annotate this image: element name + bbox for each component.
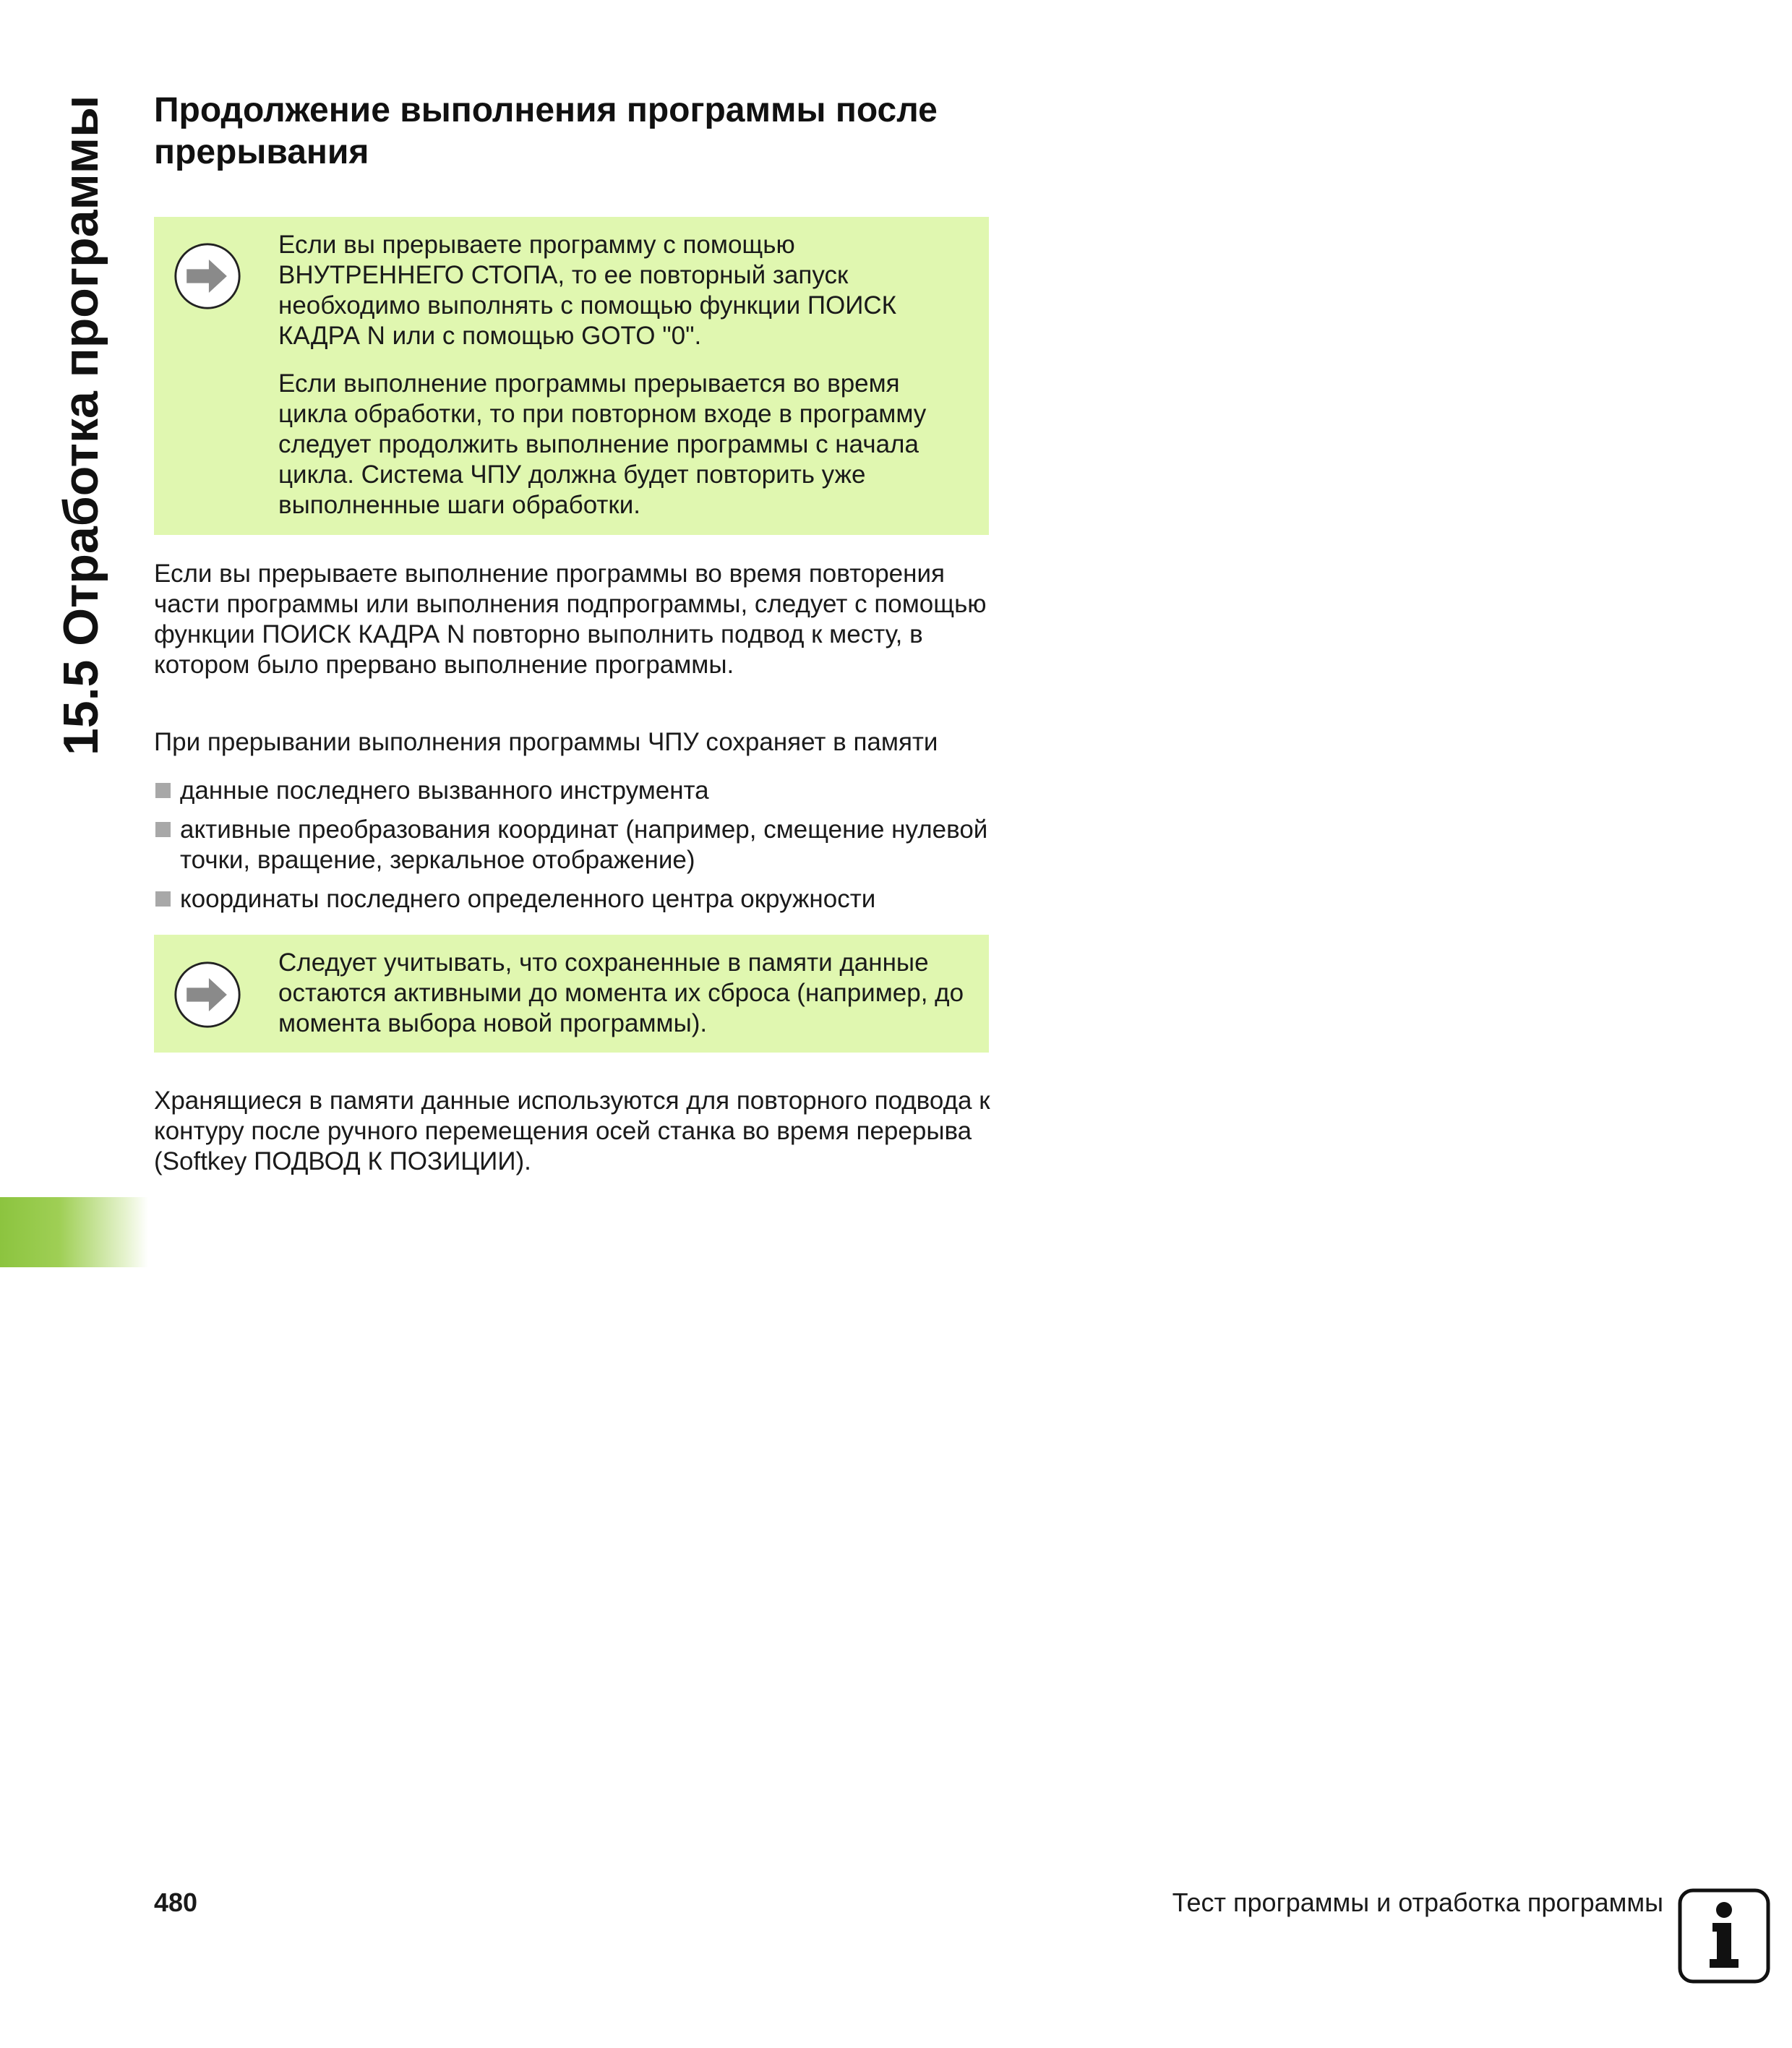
note-text — [278, 230, 973, 520]
body-paragraph — [154, 1086, 993, 1177]
note-paragraph: Если выполнение программы прерывается во время цикла обработки, то при повторном входе в программу следует продолжить выполнение программы с начала цикла. Система ЧПУ должна будет повторить уже выполненные шаги обработки. — [278, 369, 927, 519]
paragraph-text: Хранящиеся в памяти данные используются для повторного подвода к контуру после ручного перемещения осей станка во время перерыва (Softkey ПОДВОД К ПОЗИЦИИ). — [154, 1087, 990, 1175]
body-paragraph — [154, 727, 993, 758]
arrow-right-icon — [173, 241, 242, 311]
footer-chapter-title: Тест программы и отработка программы — [1172, 1888, 1663, 1917]
list-item-text: координаты последнего определенного центра окружности — [180, 885, 876, 913]
paragraph-text: При прерывании выполнения программы ЧПУ сохраняет в памяти — [154, 728, 938, 756]
info-icon[interactable] — [1678, 1888, 1770, 1984]
section-heading-line1: Продолжение выполнения программы после — [154, 91, 938, 129]
note-paragraph: Следует учитывать, что сохраненные в памяти данные остаются активными до момента их сброса (например, до момента выбора новой программы). — [278, 948, 964, 1037]
note-text — [278, 948, 973, 1039]
bullet-square-icon — [155, 822, 171, 837]
note-paragraph: Если вы прерываете программу с помощью ВНУТРЕННЕГО СТОПА, то ее повторный запуск необходимо выполнять с помощью функции ПОИСК КАДРА N или с помощью GOTO "0". — [278, 231, 897, 350]
arrow-right-icon — [173, 960, 242, 1029]
paragraph-text: Если вы прерываете выполнение программы во время повторения части программы или выполнения подпрограммы, следует с помощью функции ПОИСК КАДРА N повторно выполнить подвод к месту, в котором было прервано выполнение программы. — [154, 560, 987, 679]
bullet-list — [154, 776, 993, 923]
list-item — [154, 815, 993, 875]
chapter-tab-marker — [0, 1197, 148, 1267]
body-paragraph — [154, 559, 993, 680]
note-box — [154, 935, 989, 1053]
list-item-text: данные последнего вызванного инструмента — [180, 776, 709, 805]
note-box — [154, 217, 989, 535]
bullet-square-icon — [155, 783, 171, 798]
list-item-text: активные преобразования координат (например, смещение нулевой точки, вращение, зеркальное отображение) — [180, 815, 988, 874]
page-number: 480 — [154, 1888, 198, 1917]
list-item — [154, 884, 993, 914]
section-heading — [154, 90, 993, 173]
bullet-square-icon — [155, 891, 171, 907]
section-heading-line2: прерывания — [154, 133, 369, 171]
list-item — [154, 776, 993, 806]
chapter-side-title: 15.5 Отработка программы — [53, 95, 108, 755]
